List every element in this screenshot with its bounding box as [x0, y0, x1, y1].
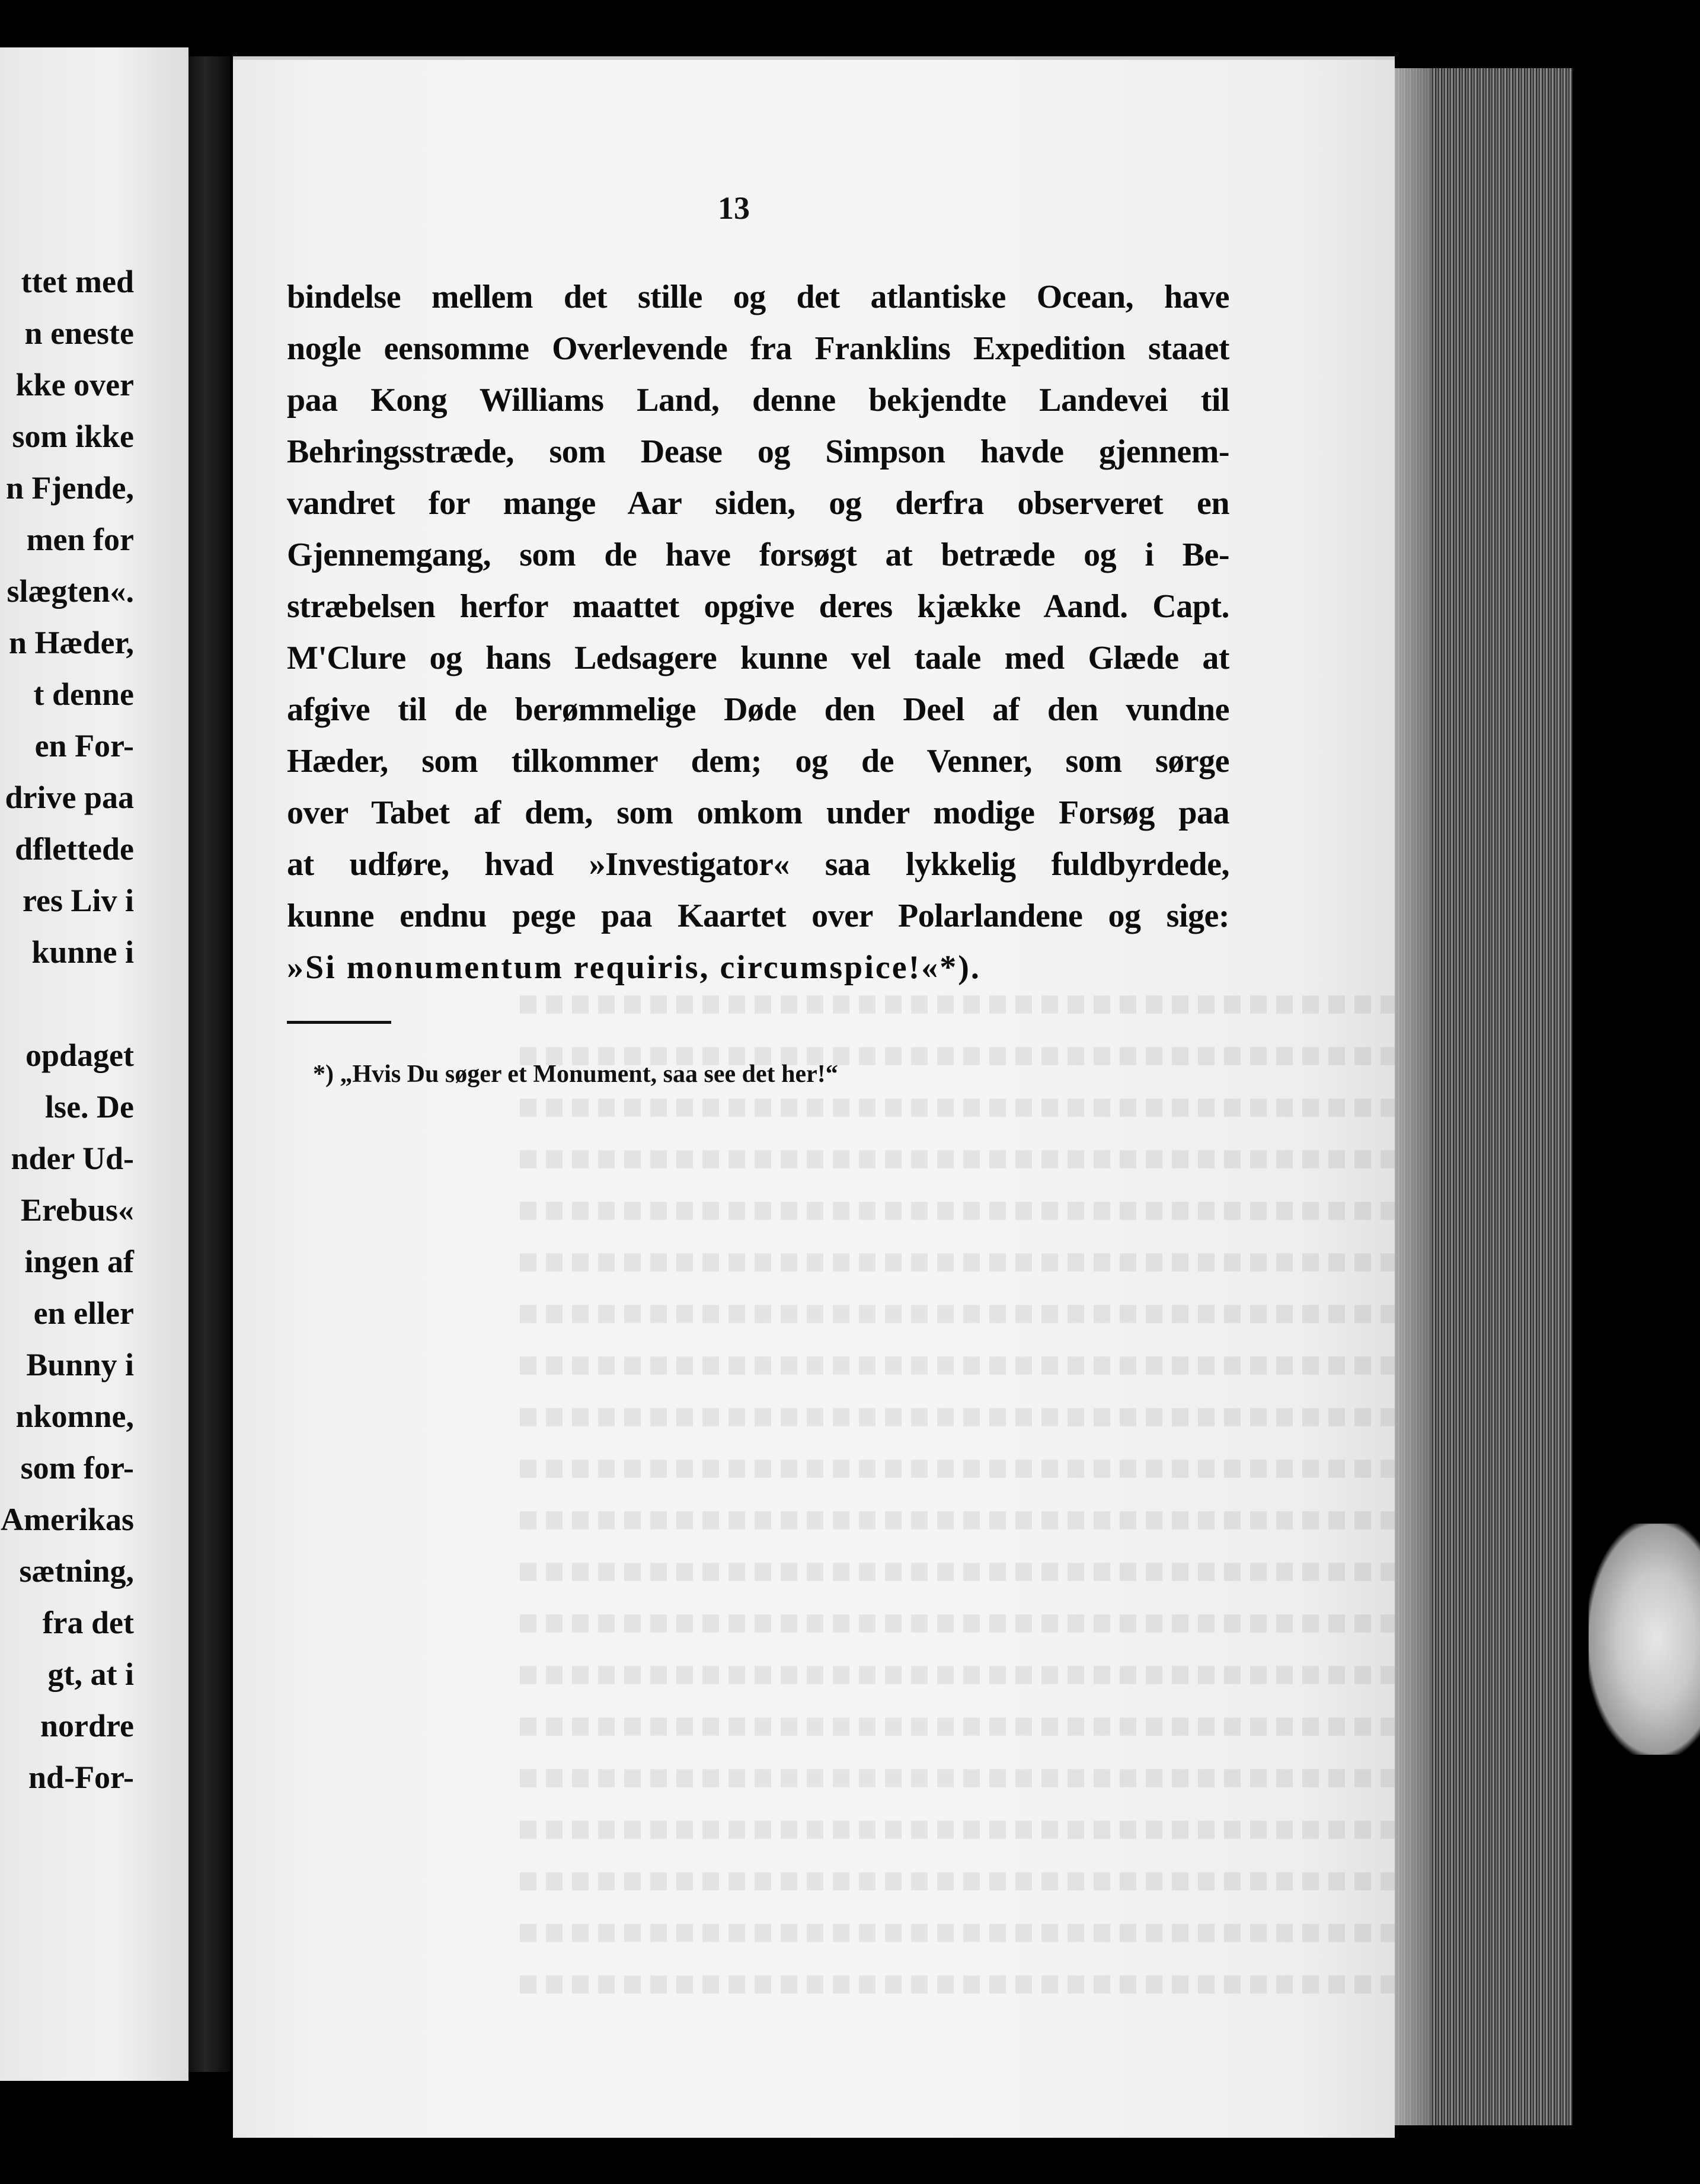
body-text: [287, 274, 1229, 996]
left-page-line: Erebus«: [20, 1192, 134, 1228]
left-page-line: fra det: [42, 1605, 134, 1640]
left-page-line: som ikke: [12, 419, 134, 454]
text-line: Behringsstræde, som Dease og Simpson havde gjennem-: [287, 433, 1229, 470]
left-page-line: kke over: [15, 367, 134, 403]
text-line-last: »Si monumentum requiris, circumspice!«*).: [287, 949, 981, 986]
left-page-line: nd-For-: [28, 1760, 134, 1795]
page-number: 13: [718, 190, 750, 226]
left-page-line: n Hæder,: [8, 625, 134, 660]
text-line: nogle eensomme Overlevende fra Franklins Expedition staaet: [287, 330, 1229, 367]
left-page-line: nkomne,: [15, 1398, 134, 1434]
left-page-line: t denne: [33, 676, 134, 712]
text-line: vandret for mange Aar siden, og derfra observeret en: [287, 485, 1229, 522]
left-page-line: slægten«.: [7, 573, 134, 609]
text-line: Gjennemgang, som de have forsøgt at betræde og i Be-: [287, 537, 1229, 573]
footnote: *) „Hvis Du søger et Monument, saa see det her!“: [313, 1061, 838, 1088]
left-page-text: [0, 256, 188, 1803]
left-page-line: opdaget: [25, 1037, 134, 1073]
text-line: stræbelsen herfor maattet opgive deres kjække Aand. Capt.: [287, 588, 1229, 625]
text-line: Hæder, som tilkommer dem; og de Venner, som sørge: [287, 743, 1229, 780]
left-page-line: Bunny i: [26, 1347, 134, 1382]
paper-stain: [1589, 1524, 1700, 1755]
left-page-line: dflettede: [15, 831, 134, 867]
text-line: M'Clure og hans Ledsagere kunne vel taale med Glæde at: [287, 640, 1229, 676]
left-page-line: lse. De: [45, 1089, 134, 1125]
left-page-line: ttet med: [21, 264, 134, 299]
left-page-line: gt, at i: [47, 1656, 134, 1692]
left-page-line: n eneste: [24, 315, 134, 351]
left-page-line: men for: [26, 522, 134, 557]
left-page-line: drive paa: [5, 780, 134, 815]
left-page-line: nordre: [40, 1708, 134, 1744]
text-line: at udføre, hvad »Investigator« saa lykkelig fuldbyrdede,: [287, 846, 1229, 883]
text-line: afgive til de berømmelige Døde den Deel af den vundne: [287, 691, 1229, 728]
left-page-line: sætning,: [19, 1553, 134, 1589]
book-gutter: [188, 56, 230, 2072]
text-line: bindelse mellem det stille og det atlantiske Ocean, have: [287, 279, 1229, 315]
left-page-line: n Fjende,: [6, 470, 134, 506]
left-page-line: [0, 978, 188, 1030]
text-line: over Tabet af dem, som omkom under modige Forsøg paa: [287, 794, 1229, 831]
left-page-line: ingen af: [24, 1244, 134, 1279]
show-through-text: [520, 979, 1462, 2010]
left-page-line: kunne i: [31, 934, 134, 970]
page-edge-highlight: [1395, 68, 1430, 2125]
footnote-rule: [287, 1021, 391, 1024]
left-page-line: en eller: [33, 1295, 134, 1331]
text-line: kunne endnu pege paa Kaartet over Polarlandene og sige:: [287, 898, 1229, 934]
left-page-line: nder Ud-: [11, 1141, 134, 1176]
left-page-line: res Liv i: [23, 883, 134, 918]
left-page-line: Amerikas: [1, 1502, 134, 1537]
left-page-line: som for-: [20, 1450, 134, 1486]
left-facing-page: [0, 47, 188, 2081]
left-page-line: en For-: [34, 728, 134, 764]
text-line: paa Kong Williams Land, denne bekjendte Landevei til: [287, 382, 1229, 419]
